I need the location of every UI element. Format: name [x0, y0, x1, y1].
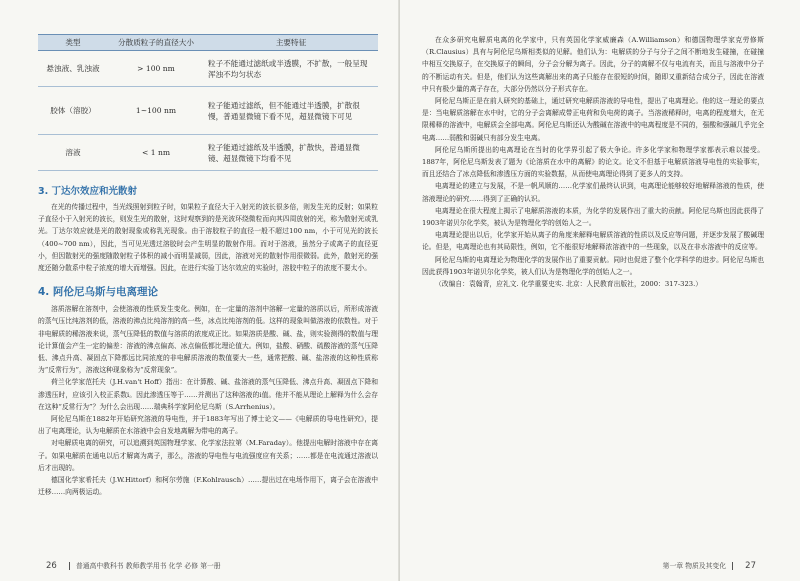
table-cell: 1~100 nm — [108, 87, 204, 135]
table-row — [38, 51, 378, 87]
body-paragraph: 阿伦尼乌斯正是在前人研究的基础上，通过研究电解质溶液的导电性，提出了电离理论。他的这一理论的要点是：当电解质溶解在水中时，它的分子会离解成带正电荷和负电荷的离子。当溶液稀释时，电离的程度增大，在无限稀释的溶液中，电解质会全部电离。阿伦尼乌斯还认为酸碱在溶液中的电离程度是不同的，强酸和强碱几乎完全电离……弱酸和弱碱只有部分发生电离。 — [422, 97, 764, 142]
table-cell: 悬浊液、乳浊液 — [38, 51, 108, 87]
right-footer — [663, 560, 764, 571]
table-row — [38, 135, 378, 171]
book-title: 普通高中教科书 教师教学用书 化学 必修 第一册 — [76, 562, 221, 570]
body-paragraph: 电离理论的建立与发展，不是一帆风顺的……化学家们最终认识到，电离理论能够较好地解释溶液的性质，使溶液理论的研究……得到了正确的认识。 — [422, 182, 764, 203]
chapter-title: 第一章 物质及其变化 — [662, 562, 726, 570]
table-row — [38, 87, 378, 135]
table-cell: 粒子能通过滤纸及半透膜，扩散快，普通显微镜、超显微镜下均看不见 — [204, 135, 378, 171]
section-4-paragraph: 荷兰化学家范托夫（J.H.van't Hoff）指出：在计算酸、碱、盐溶液的蒸气压降低、沸点升高、凝固点下降和渗透压时，应该引入校正系数i。因此渗透压等于……并测出了这种溶液的i值。他并不能从理论上解释为什么会存在这种“反常行为”？为什么会出现……瑞典科学家阿伦尼乌斯（S.Arrhenius）。 — [38, 378, 378, 411]
source-note: （改编自：袁翰青，应礼文. 化学重要史实. 北京：人民教育出版社，2000：317-323.） — [435, 280, 703, 289]
footer-divider — [69, 562, 70, 570]
body-paragraph: 阿伦尼乌斯所提出的电离理论在当时的化学界引起了极大争论。许多化学家和物理学家都表示难以接受。1887年，阿伦尼乌斯发表了题为《论溶质在水中的离解》的论文。论文不但基于电解质溶液导电性的实验事实，而且还结合了冰点降低和渗透压方面的实验数据，从而使电离理论得到了更多人的支持。 — [422, 145, 764, 179]
table-cell: > 100 nm — [108, 51, 204, 87]
table-cell: 粒子能通过滤纸，但不能通过半透膜，扩散很慢，普通显微镜下看不见，超显微镜下可见 — [204, 87, 378, 135]
page-number: 26 — [46, 561, 57, 571]
section-3-title: 3. 丁达尔效应和光散射 — [38, 186, 138, 197]
section-4-title: 4. 阿伦尼乌斯与电离理论 — [38, 286, 158, 299]
section-4-paragraph: 阿伦尼乌斯在1882年开始研究溶液的导电性，并于1883年写出了博士论文——《电解质的导电性研究》，提出了电离理论，认为电解质在水溶液中会自发地离解为带电的离子。 — [38, 415, 378, 436]
table-cell: 胶体（溶胶） — [38, 87, 108, 135]
section-4-paragraph: 溶质溶解在溶剂中，会使溶液的性质发生变化。例如，在一定量的溶剂中溶解一定量的溶质以后，所形成溶液的蒸气压比纯溶剂的低，溶液的沸点比纯溶剂的高一些，冰点比纯溶剂的低。这样的现象叫做溶液的依数性。对于非电解质的稀溶液来说，蒸气压降低的数值与溶质的浓度成正比。如果溶质是酸、碱、盐，则实验测得的数值与理论计算值会产生一定的偏差：溶液的沸点偏高、冰点偏低都比理论值大。例如，盐酸、硝酸、硫酸溶液的蒸气压降低、沸点升高、凝固点下降都远比同浓度的非电解质溶液的数值要大一些，通常把酸、碱、盐溶液的这种性质称为“反常行为”，溶液这种现象称为“反常现象”。 — [38, 305, 378, 375]
footer-divider — [732, 562, 733, 570]
right-page — [400, 0, 800, 581]
body-paragraph: 电离理论提出以后，化学家开始从离子的角度来解释电解质溶液的性质以及反应等问题，并逐步发展了酸碱理论。但是，电离理论也有其局限性，例如，它不能很好地解释浓溶液中的一些现象，以及在非水溶液中的反应等。 — [422, 231, 764, 252]
table-header: 主要特征 — [204, 35, 378, 51]
left-footer — [38, 560, 221, 571]
page-number: 27 — [745, 561, 756, 571]
table-header-row — [38, 35, 378, 51]
section-3-paragraph: 在光的传播过程中，当光线照射到粒子时，如果粒子直径大于入射光的波长很多倍，则发生光的反射；如果粒子直径小于入射光的波长，则发生光的散射，这时观察到的是光波环绕微粒而向其四周放射的光，称为散射光或乳光。丁达尔效应就是光的散射现象或称乳光现象。由于溶胶粒子的直径一般不超过100 nm，小于可见光的波长（400~700 nm），因此，当可见光透过溶胶时会产生明显的散射作用。而对于溶液，虽然分子或离子的直径更小，但因散射光的强度随散射粒子体积的减小而明显减弱，因此，溶液对光的散射作用很微弱。此外，散射光的强度还随分散系中粒子浓度的增大而增强。因此，在进行实验丁达尔效应的实验时，溶胶中粒子的浓度不要太小。 — [38, 203, 378, 273]
body-paragraph: 在众多研究电解质电离的化学家中，只有英国化学家威廉森（A.Williamson）和德国物理学家克劳修斯（R.Clausius）具有与阿伦尼乌斯相类似的见解。他们认为：电解质的分子与分子之间不断地发生碰撞，在碰撞中相互交换原子，在交换原子的瞬间，分子会分解为离子。因此，分子的离解不仅与电流有关，而且与溶液中分子的不断运动有关。但是，他们认为这些离解出来的离子只能存在很短的时间，随即又重新结合成分子，因此在溶液中只有极少量的离子存在，大部分仍然以分子形式存在。 — [422, 36, 764, 93]
body-paragraph: 阿伦尼乌斯的电离理论为物理化学的发展作出了重要贡献。同时也促进了整个化学科学的进步。阿伦尼乌斯也因此获得1903年诺贝尔化学奖，被人们认为是物理化学的创始人之一。 — [422, 255, 764, 276]
table-cell: < 1 nm — [108, 135, 204, 171]
dispersion-table — [38, 34, 378, 171]
section-4-paragraph: 德国化学家希托夫（J.W.Hittorf）和柯尔劳施（F.Kohlrausch）……提出过在电场作用下，离子会在溶液中迁移……向两极运动。 — [38, 476, 378, 497]
table-cell: 粒子不能通过滤纸或半透膜，不扩散，一般呈现浑浊不均匀状态 — [204, 51, 378, 87]
table-cell: 溶液 — [38, 135, 108, 171]
section-4-paragraph: 对电解质电离的研究，可以追溯到英国物理学家、化学家法拉第（M.Faraday）。他提出电解时溶液中存在离子。如果电解质在通电以后才解离为离子，那么，溶液的导电性与电流强度应有关系；……都是在电流通过溶液以后才出现的。 — [38, 439, 378, 472]
table-header: 分散质粒子的直径大小 — [108, 35, 204, 51]
table-header: 类型 — [38, 35, 108, 51]
body-paragraph: 电离理论在很大程度上揭示了电解质溶液的本质，为化学的发展作出了重大的贡献。阿伦尼乌斯也因此获得了1903年诺贝尔化学奖，被认为是物理化学的创始人之一。 — [422, 206, 764, 228]
